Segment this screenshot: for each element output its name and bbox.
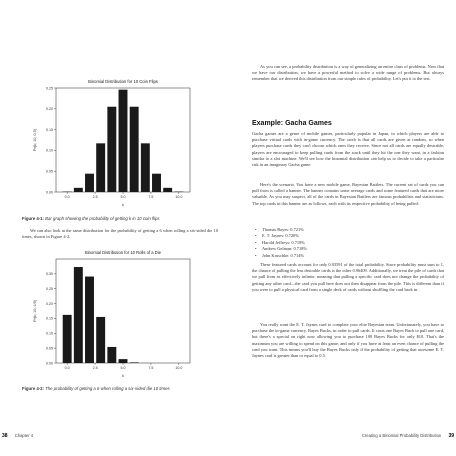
x-tick-label: 7.5 xyxy=(148,366,154,370)
page-number: 39 xyxy=(448,433,454,439)
y-tick-label: 0.05 xyxy=(46,346,53,351)
list-item: • Andrew Gelman: 0.718% xyxy=(254,246,434,252)
left-footer xyxy=(2,433,33,439)
section-heading: Example: Gacha Games xyxy=(252,120,332,127)
list-item: • John Kruschke: 0.714% xyxy=(254,253,434,259)
x-axis-label: k xyxy=(122,203,124,207)
x-tick-label: 10.0 xyxy=(175,366,183,370)
bar xyxy=(152,174,161,192)
y-tick-label: 0.05 xyxy=(46,169,53,174)
list-item: • Harold Jeffreys: 0.718% xyxy=(254,240,434,246)
bar xyxy=(96,317,105,363)
chart-coin-flips xyxy=(28,76,198,212)
y-tick-label: 0.30 xyxy=(46,272,53,277)
bar xyxy=(130,362,139,363)
bar xyxy=(63,315,72,363)
chart-die-rolls xyxy=(28,247,198,383)
x-tick-label: 5.0 xyxy=(120,195,126,199)
body-paragraph: These featured cards account for only 0.03591 of the total probability. Since probability must sum to 1, the chance of pulling the less desirable cards is the other 0.96409. Additionally, we treat the pile of cards that we pull from as effectively infinite, meaning that pulling a specific card does not change the probability of getting any other card—the card you pull here does not then disappear from the pile. This is different than if you were to pull a physical card from a single deck of cards without shuffling the card back in. xyxy=(252,262,444,292)
figure-caption-text: The probability of getting a 6 when rolling a six-sided die 10 times xyxy=(45,386,170,391)
y-tick-label: 0.10 xyxy=(46,331,53,336)
body-paragraph: You really want the E. T. Jaynes card to complete your elite Bayesian team. Unfortunately, you have to purchase the in-game currency, Bayes Bucks, in order to pull cards. It costs one Bayes Buck to pull one card, but there's a special on right now allowing you to purchase 100 Bayes Bucks for only $10. That's the maximum you are willing to spend on this game, and only if you have at least an even chance of pulling the card you want. This means you'll buy the Bayes Bucks only if the probability of getting that awesome E. T. Jaynes card is greater than or equal to 0.5. xyxy=(252,322,444,359)
chart-title: Binomial Distribution for 10 Rolls of a Die xyxy=(84,250,162,255)
x-tick-label: 0.0 xyxy=(64,195,70,199)
bar xyxy=(85,277,94,363)
bar xyxy=(107,107,116,192)
y-tick-label: 0.00 xyxy=(46,190,53,195)
y-tick-label: 0.15 xyxy=(46,316,53,321)
body-paragraph: Gacha games are a genre of mobile games, particularly popular in Japan, in which players are able to purchase virtual cards with in-game currency. The catch is that all cards are given at random, so when players purchase cards they can't choose which ones they receive. Since not all cards are equally desirable, players are encouraged to keep pulling cards from the stack until they hit the one they want, in a fashion similar to a slot machine. We'll see how the binomial distribution can help us to decide to take a particular risk in an imaginary Gacha game. xyxy=(252,131,444,168)
bar xyxy=(130,107,139,192)
bar xyxy=(119,90,128,192)
intro-paragraph: As you can see, a probability distribution is a way of generalizing an entire class of problems. Now that we have our distribution, we have a powerful method to solve a wide range of problems. But always remember that we derived this distribution from our simple rules of probability. Let's put it to the test. xyxy=(252,64,444,82)
figure-coin-flips xyxy=(28,76,198,212)
y-tick-label: 0.25 xyxy=(46,287,53,292)
card-probability-list xyxy=(254,227,434,259)
y-tick-label: 0.20 xyxy=(46,107,53,112)
figure-caption-label: Figure 4-2: xyxy=(22,386,44,391)
right-page xyxy=(228,0,456,456)
y-tick-label: 0.20 xyxy=(46,301,53,306)
bar xyxy=(96,143,105,192)
figure-caption-label: Figure 4-1: xyxy=(22,216,44,221)
y-tick-label: 0.00 xyxy=(46,361,53,366)
y-tick-label: 0.15 xyxy=(46,127,53,132)
y-tick-label: 0.10 xyxy=(46,148,53,153)
bar xyxy=(74,267,83,363)
body-paragraph: Here's the scenario. You have a new mobile game, Bayesian Battlers. The current set of cards you can pull from is called a banner. The banner contains some average cards and some featured cards that are more valuable. As you may suspect, all of the cards in Bayesian Battlers are famous probabilists and statisticians. The top cards in this banner are as follows, each with its respective probability of being pulled: xyxy=(252,182,444,206)
figure-caption xyxy=(22,216,222,221)
bar xyxy=(74,188,83,192)
x-axis-label: k xyxy=(122,374,124,378)
chart-title: Binomial Distribution for 10 Coin Flips xyxy=(88,79,158,84)
chapter-label: Chapter 4 xyxy=(14,433,34,438)
running-head: Creating a Binomial Probability Distribution xyxy=(361,433,442,438)
y-tick-label: 0.25 xyxy=(46,86,53,91)
x-tick-label: 10.0 xyxy=(175,195,183,199)
x-tick-label: 5.0 xyxy=(120,366,126,370)
page-number: 38 xyxy=(2,433,8,439)
list-item: • E. T. Jaynes: 0.720% xyxy=(254,233,434,239)
figure-caption xyxy=(22,386,222,391)
figure-caption-text: Bar graph showing the probability of getting k in 10 coin flips xyxy=(45,216,160,221)
bar xyxy=(163,188,172,192)
right-footer xyxy=(362,433,454,439)
bar xyxy=(119,359,128,363)
list-item: • Thomas Bayes: 0.721% xyxy=(254,227,434,233)
body-paragraph: We can also look at the same distribution for the probability of getting a 6 when rolling a six-sided die 10 times, shown in Figure 4-2. xyxy=(22,228,218,240)
x-tick-label: 2.5 xyxy=(92,366,98,370)
y-axis-label: Pr(k; 10, 1/6) xyxy=(33,300,37,322)
bar xyxy=(141,143,150,192)
bar xyxy=(107,347,116,363)
figure-die-rolls xyxy=(28,247,198,383)
x-tick-label: 7.5 xyxy=(148,195,154,199)
x-tick-label: 0.0 xyxy=(64,366,70,370)
bar xyxy=(85,174,94,192)
x-tick-label: 2.5 xyxy=(92,195,98,199)
y-axis-label: Pr(k; 10, 0.5) xyxy=(33,129,37,151)
